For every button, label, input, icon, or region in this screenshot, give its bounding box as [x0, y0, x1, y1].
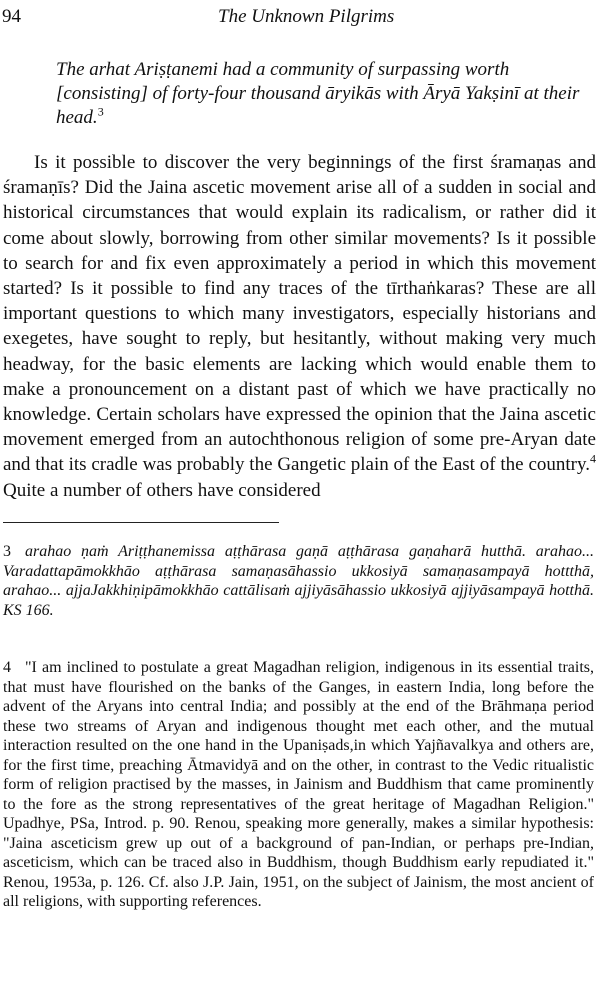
- footnote-ref-3: 3: [97, 104, 104, 119]
- footnote-text: "I am inclined to postulate a great Magadhan religion, indigenous in its essential traits, that must have flourished on the banks of the Ganges, in eastern India, long before the advent of the Aryans into central India; and possibly at the end of the Brāhmaṇa period these two streams of Aryan and indigenous thought met each other, and the mutual interaction resulted on the one hand in the Upaniṣads,in which Yajñavalkya and others are, for the first time, preaching Ātmavidyā and on the other, in contrast to the Vedic ritualistic form of religion practised by the masses, in Jainism and Buddhism that came prominently to the fore as the strong representatives of the great heritage of Magadhan Religion." Upadhye, PSa, Introd. p. 90. Renou, speaking more generally, makes a similar hypothesis: "Jaina asceticism grew up out of a background of pan-Indian, or perhaps pre-Indian, asceticism, which can be traced also in Buddhism, though Buddhism early repudiated it." Renou, 1953a, p. 126. Cf. also J.P. Jain, 1951, on the subject of Jainism, the most ancient of all religions, with supporting references.: [3, 659, 594, 910]
- running-title: The Unknown Pilgrims: [218, 6, 395, 27]
- footnote-separator: [3, 522, 279, 523]
- footnote-marker: 4: [3, 659, 11, 676]
- page-header: [0, 6, 600, 30]
- page-number: 94: [2, 6, 21, 27]
- body-paragraph-text: Is it possible to discover the very beginnings of the first śramaṇas and śramaṇīs? Did the Jaina ascetic movement arise all of a sudden in social and historical circumstances that would explain its radicalism, or rather did it come about slowly, borrowing from other similar movements? Is it possible to search for and fix even approximately a period in which this movement started? Is it possible to find any traces of the tīrthaṅkaras? These are all important questions to which many investigators, especially historians and exegetes, have sought to reply, but hesitantly, without making very much headway, for the basic elements are lacking which would enable them to make a pronouncement on a distant past of which we have practically no knowledge. Certain scholars have expressed the opinion that the Jaina ascetic movement emerged from an autochthonous religion of some pre-Aryan date and that its cradle was probably the Gangetic plain of the East of the country.: [3, 152, 596, 476]
- quote-text: The arhat Ariṣṭanemi had a community of surpassing worth [consisting] of forty-four thousand āryikās with Āryā Yakṣinī at their head.: [56, 59, 580, 128]
- footnote-marker: 3: [3, 543, 11, 560]
- body-paragraph-tail: Quite a number of others have considered: [3, 479, 321, 501]
- footnote-ref-4: 4: [590, 452, 596, 467]
- footnote-4: [3, 658, 594, 912]
- block-quote: [56, 58, 598, 130]
- footnote-3: [3, 542, 594, 620]
- body-paragraph: [3, 150, 596, 503]
- footnote-text: arahao ṇaṁ Ariṭṭhanemissa aṭṭhārasa gaṇā aṭṭhārasa gaṇaharā hutthā. arahao... Varadattapāmokkhāo aṭṭhārasa samaṇasāhassio ukkosiyā samaṇasampayā hottthā, arahao... ajjaJakkhiṇipāmokkhāo cattālisaṁ ajjiyāsāhassio ukkosiyā ajjiyāsampayā hotthā. KS 166.: [3, 543, 594, 619]
